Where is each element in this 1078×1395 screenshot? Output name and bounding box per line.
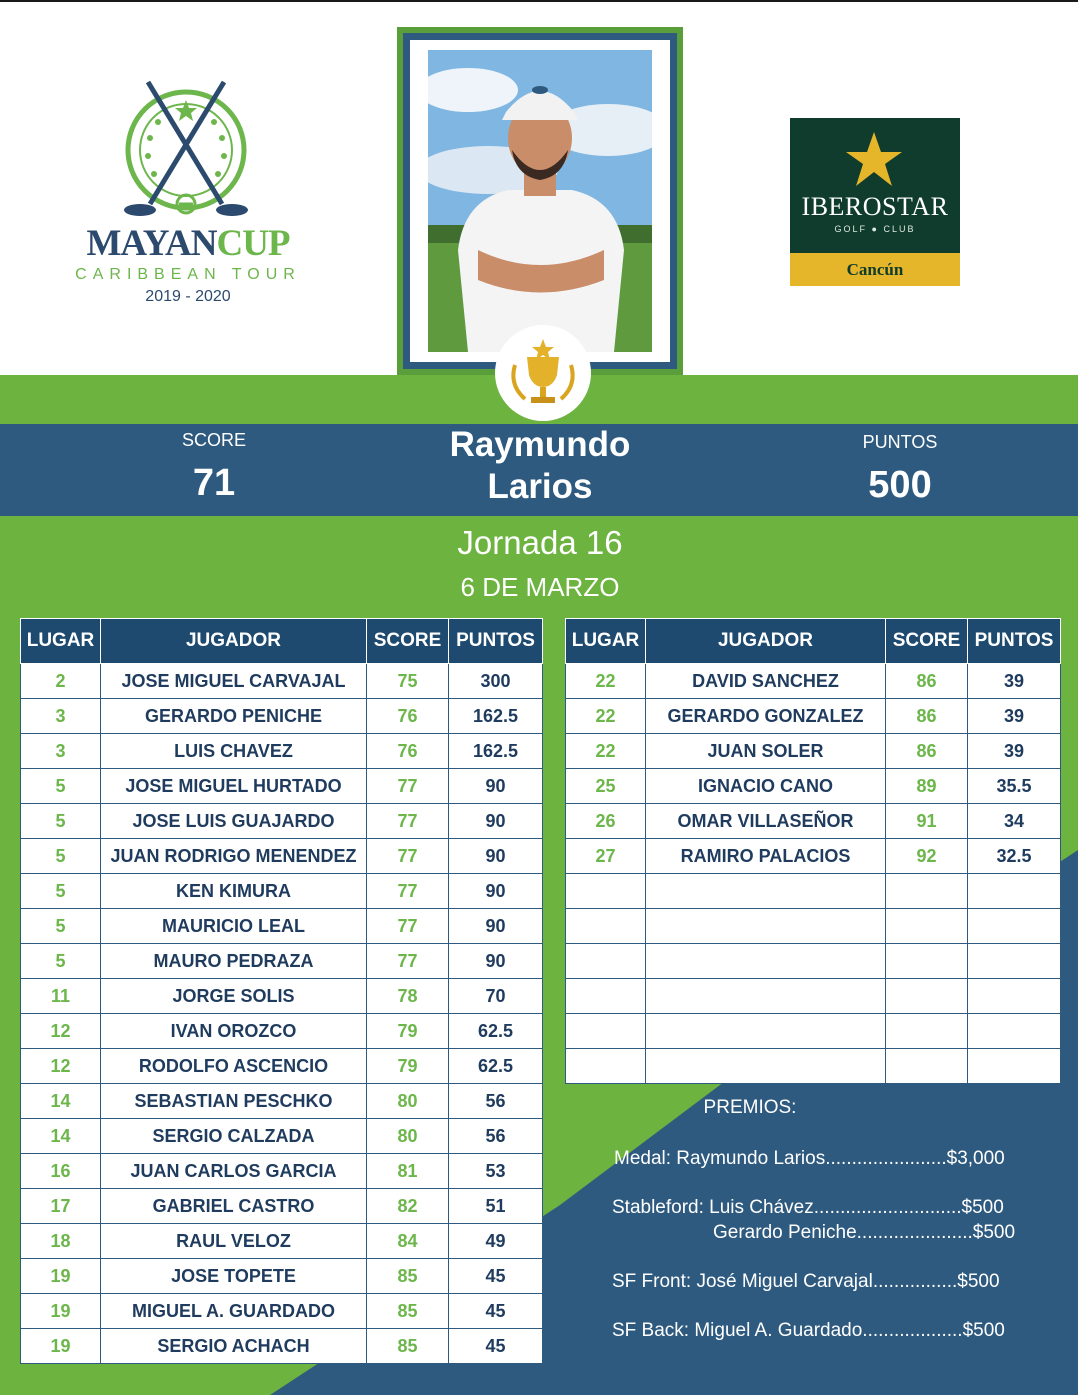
table-row [566, 979, 1061, 1014]
table-row [21, 1049, 543, 1084]
col-header-score: SCORE [886, 619, 968, 664]
cell-puntos: 300 [449, 664, 543, 699]
cell-jugador: IGNACIO CANO [646, 769, 886, 804]
cell-jugador: MAURICIO LEAL [101, 909, 367, 944]
cell-puntos [968, 1014, 1061, 1049]
cell-score: 77 [367, 909, 449, 944]
cell-score: 77 [367, 839, 449, 874]
cell-puntos [968, 979, 1061, 1014]
results-table-left [20, 618, 543, 1364]
cell-score [886, 979, 968, 1014]
cell-lugar: 14 [21, 1119, 101, 1154]
cell-lugar [566, 1049, 646, 1084]
cell-jugador [646, 909, 886, 944]
table-row [21, 1189, 543, 1224]
cell-jugador: SERGIO CALZADA [101, 1119, 367, 1154]
table-row [21, 979, 543, 1014]
winner-name [380, 424, 700, 508]
cell-score: 84 [367, 1224, 449, 1259]
prize-stableford-1: Stableford: Luis Chávez............................$500 [612, 1197, 1004, 1218]
cell-score: 75 [367, 664, 449, 699]
mayan-cup-wordmark: MAYANCUP [86, 223, 290, 264]
table-row [21, 944, 543, 979]
cell-score [886, 909, 968, 944]
cell-jugador: JUAN RODRIGO MENENDEZ [101, 839, 367, 874]
cell-puntos: 90 [449, 839, 543, 874]
table-row [21, 1294, 543, 1329]
cell-lugar: 5 [21, 839, 101, 874]
table-row [21, 1154, 543, 1189]
results-right-body [566, 664, 1061, 1084]
cell-puntos [968, 1049, 1061, 1084]
col-header-jugador: JUGADOR [646, 619, 886, 664]
cell-puntos: 56 [449, 1084, 543, 1119]
table-row [21, 664, 543, 699]
table-row [21, 1259, 543, 1294]
cell-score: 82 [367, 1189, 449, 1224]
cell-jugador: JOSE MIGUEL HURTADO [101, 769, 367, 804]
cell-puntos: 35.5 [968, 769, 1061, 804]
cell-jugador [646, 1049, 886, 1084]
winner-points-label: PUNTOS [862, 432, 938, 452]
cell-puntos: 162.5 [449, 734, 543, 769]
winner-score-label: SCORE [181, 430, 246, 450]
trophy-badge [495, 325, 591, 421]
results-table-right [565, 618, 1061, 1084]
cell-jugador: RAUL VELOZ [101, 1224, 367, 1259]
cell-lugar: 5 [21, 944, 101, 979]
cell-score: 78 [367, 979, 449, 1014]
cell-lugar: 12 [21, 1049, 101, 1084]
cell-jugador: JOSE TOPETE [101, 1259, 367, 1294]
cell-jugador: GERARDO GONZALEZ [646, 699, 886, 734]
col-header-score: SCORE [367, 619, 449, 664]
cell-puntos: 62.5 [449, 1014, 543, 1049]
cell-jugador: MIGUEL A. GUARDADO [101, 1294, 367, 1329]
cell-lugar: 22 [566, 664, 646, 699]
cell-puntos: 45 [449, 1329, 543, 1364]
cell-puntos: 56 [449, 1119, 543, 1154]
cell-lugar: 22 [566, 699, 646, 734]
table-header-row [21, 619, 543, 664]
cell-jugador: DAVID SANCHEZ [646, 664, 886, 699]
cell-puntos: 90 [449, 909, 543, 944]
cell-puntos: 90 [449, 874, 543, 909]
iberostar-subtitle: GOLF ● CLUB [834, 224, 916, 234]
cell-score [886, 1014, 968, 1049]
cell-score: 77 [367, 944, 449, 979]
table-row [566, 804, 1061, 839]
winner-score: 71 [192, 462, 236, 504]
cell-jugador: JORGE SOLIS [101, 979, 367, 1014]
cell-lugar: 22 [566, 734, 646, 769]
table-row [566, 734, 1061, 769]
cell-puntos [968, 909, 1061, 944]
cell-score [886, 1049, 968, 1084]
cell-jugador: RAMIRO PALACIOS [646, 839, 886, 874]
mayan-cup-years: 2019 - 2020 [145, 288, 231, 305]
table-row [21, 699, 543, 734]
cell-jugador: IVAN OROZCO [101, 1014, 367, 1049]
cell-puntos: 45 [449, 1294, 543, 1329]
prize-sf-front: SF Front: José Miguel Carvajal................$500 [612, 1271, 1000, 1292]
cell-score: 86 [886, 699, 968, 734]
table-row [21, 1084, 543, 1119]
table-row [21, 909, 543, 944]
cell-score: 79 [367, 1049, 449, 1084]
iberostar-name: IBEROSTAR [801, 192, 949, 221]
cell-lugar: 27 [566, 839, 646, 874]
winner-photo [428, 50, 652, 352]
cell-lugar [566, 944, 646, 979]
results-left-body [21, 664, 543, 1364]
cell-puntos [968, 874, 1061, 909]
cell-puntos: 39 [968, 664, 1061, 699]
cell-lugar: 16 [21, 1154, 101, 1189]
col-header-puntos: PUNTOS [449, 619, 543, 664]
cell-puntos: 34 [968, 804, 1061, 839]
table-row [566, 944, 1061, 979]
table-row [21, 734, 543, 769]
cell-lugar: 26 [566, 804, 646, 839]
cell-score: 81 [367, 1154, 449, 1189]
cell-lugar: 5 [21, 804, 101, 839]
cell-puntos: 53 [449, 1154, 543, 1189]
table-row [21, 804, 543, 839]
table-row [566, 664, 1061, 699]
cell-puntos: 70 [449, 979, 543, 1014]
cell-score: 76 [367, 699, 449, 734]
cell-score: 85 [367, 1329, 449, 1364]
cell-score: 80 [367, 1119, 449, 1154]
cell-score: 77 [367, 874, 449, 909]
cell-lugar [566, 979, 646, 1014]
cell-score [886, 944, 968, 979]
cell-lugar: 5 [21, 874, 101, 909]
table-row [21, 1014, 543, 1049]
table-row [566, 699, 1061, 734]
cell-puntos: 49 [449, 1224, 543, 1259]
cell-puntos: 62.5 [449, 1049, 543, 1084]
cell-jugador: JUAN CARLOS GARCIA [101, 1154, 367, 1189]
cell-jugador [646, 944, 886, 979]
cell-lugar: 25 [566, 769, 646, 804]
cell-puntos [968, 944, 1061, 979]
cell-puntos: 90 [449, 944, 543, 979]
table-row [21, 1119, 543, 1154]
table-row [21, 1224, 543, 1259]
cell-jugador: JOSE MIGUEL CARVAJAL [101, 664, 367, 699]
cell-lugar: 5 [21, 769, 101, 804]
table-row [566, 1049, 1061, 1084]
cell-lugar: 18 [21, 1224, 101, 1259]
prizes-title: PREMIOS: [703, 1097, 797, 1118]
cell-score: 76 [367, 734, 449, 769]
table-row [566, 874, 1061, 909]
cell-jugador: RODOLFO ASCENCIO [101, 1049, 367, 1084]
cell-jugador: JOSE LUIS GUAJARDO [101, 804, 367, 839]
cell-score: 80 [367, 1084, 449, 1119]
winner-points: 500 [868, 464, 932, 506]
cell-lugar: 14 [21, 1084, 101, 1119]
cell-jugador: SERGIO ACHACH [101, 1329, 367, 1364]
cell-lugar: 19 [21, 1294, 101, 1329]
table-row [21, 1329, 543, 1364]
cell-jugador: LUIS CHAVEZ [101, 734, 367, 769]
cell-lugar: 3 [21, 734, 101, 769]
cell-jugador: SEBASTIAN PESCHKO [101, 1084, 367, 1119]
cell-jugador: KEN KIMURA [101, 874, 367, 909]
cell-lugar: 19 [21, 1259, 101, 1294]
cell-lugar: 11 [21, 979, 101, 1014]
cell-puntos: 90 [449, 804, 543, 839]
prize-medal: Medal: Raymundo Larios.......................$3,000 [614, 1148, 1005, 1169]
table-row [21, 769, 543, 804]
table-row [21, 839, 543, 874]
cell-puntos: 90 [449, 769, 543, 804]
cell-puntos: 39 [968, 699, 1061, 734]
cell-lugar: 2 [21, 664, 101, 699]
winner-first-name: Raymundo [449, 425, 631, 464]
cell-score: 79 [367, 1014, 449, 1049]
table-row [566, 1014, 1061, 1049]
cell-score [886, 874, 968, 909]
round-date: 6 DE MARZO [460, 572, 620, 602]
cell-puntos: 39 [968, 734, 1061, 769]
cell-lugar [566, 1014, 646, 1049]
cell-score: 86 [886, 664, 968, 699]
cell-score: 85 [367, 1294, 449, 1329]
table-row [566, 909, 1061, 944]
mayan-cup-subtitle: CARIBBEAN TOUR [75, 266, 301, 283]
col-header-jugador: JUGADOR [101, 619, 367, 664]
table-header-row [566, 619, 1061, 664]
cell-score: 92 [886, 839, 968, 874]
cell-score: 91 [886, 804, 968, 839]
winner-last-name: Larios [487, 467, 593, 506]
table-row [566, 769, 1061, 804]
cell-score: 85 [367, 1259, 449, 1294]
col-header-lugar: LUGAR [566, 619, 646, 664]
cell-lugar: 5 [21, 909, 101, 944]
cell-jugador: JUAN SOLER [646, 734, 886, 769]
cell-jugador [646, 874, 886, 909]
prize-sf-back: SF Back: Miguel A. Guardado...................$500 [612, 1320, 1005, 1341]
cell-score: 89 [886, 769, 968, 804]
cell-puntos: 45 [449, 1259, 543, 1294]
cell-score: 77 [367, 769, 449, 804]
cell-lugar: 12 [21, 1014, 101, 1049]
cell-lugar: 3 [21, 699, 101, 734]
cell-puntos: 51 [449, 1189, 543, 1224]
trophy-icon [495, 325, 591, 421]
cell-jugador: OMAR VILLASEÑOR [646, 804, 886, 839]
cell-jugador: MAURO PEDRAZA [101, 944, 367, 979]
cell-jugador: GERARDO PENICHE [101, 699, 367, 734]
cell-jugador [646, 979, 886, 1014]
cell-lugar: 17 [21, 1189, 101, 1224]
prize-stableford-2: Gerardo Peniche......................$500 [713, 1222, 1016, 1243]
cell-jugador [646, 1014, 886, 1049]
table-row [566, 839, 1061, 874]
cell-score: 86 [886, 734, 968, 769]
col-header-lugar: LUGAR [21, 619, 101, 664]
cell-lugar [566, 874, 646, 909]
round-title: Jornada 16 [457, 524, 623, 561]
cell-puntos: 32.5 [968, 839, 1061, 874]
cell-lugar: 19 [21, 1329, 101, 1364]
cell-jugador: GABRIEL CASTRO [101, 1189, 367, 1224]
cell-score: 77 [367, 804, 449, 839]
col-header-puntos: PUNTOS [968, 619, 1061, 664]
iberostar-city: Cancún [846, 260, 904, 279]
cell-puntos: 162.5 [449, 699, 543, 734]
table-row [21, 874, 543, 909]
cell-lugar [566, 909, 646, 944]
